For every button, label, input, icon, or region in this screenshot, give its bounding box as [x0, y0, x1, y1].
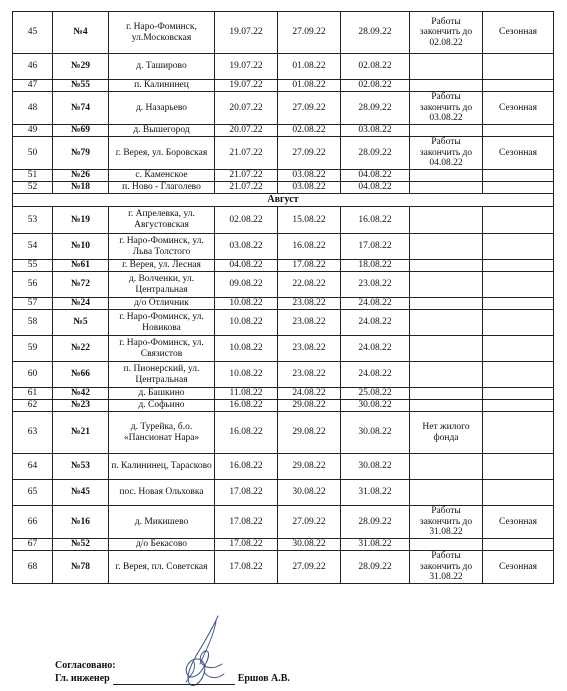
season-mark-cell: Сезонная — [483, 506, 554, 539]
signatory-name: Ершов А.В. — [237, 673, 290, 684]
address-cell: г. Верея, ул. Боровская — [109, 137, 215, 170]
start-date-cell: 10.08.22 — [215, 336, 278, 362]
start-date-cell: 09.08.22 — [215, 272, 278, 298]
season-mark-cell — [483, 412, 554, 454]
end-date-cell: 02.08.22 — [341, 80, 410, 92]
second-date-cell: 01.08.22 — [278, 54, 341, 80]
month-label: Август — [13, 194, 554, 207]
second-date-cell: 27.09.22 — [278, 506, 341, 539]
start-date-cell: 16.08.22 — [215, 412, 278, 454]
address-cell: пос. Новая Ольховка — [109, 480, 215, 506]
season-mark-cell — [483, 336, 554, 362]
start-date-cell: 02.08.22 — [215, 207, 278, 234]
object-number-cell: №55 — [53, 80, 109, 92]
address-cell: г. Наро-Фоминск, ул.Московская — [109, 12, 215, 54]
row-number-cell: 55 — [13, 260, 53, 272]
note-cell — [410, 539, 483, 551]
season-mark-cell — [483, 272, 554, 298]
row-number-cell: 63 — [13, 412, 53, 454]
object-number-cell: №23 — [53, 400, 109, 412]
object-number-cell: №5 — [53, 310, 109, 336]
end-date-cell: 24.08.22 — [341, 310, 410, 336]
end-date-cell: 31.08.22 — [341, 480, 410, 506]
table-row — [13, 388, 554, 400]
end-date-cell: 04.08.22 — [341, 182, 410, 194]
row-number-cell: 58 — [13, 310, 53, 336]
address-cell: г. Наро-Фоминск, ул. Льва Толстого — [109, 234, 215, 260]
address-cell: п. Калининец — [109, 80, 215, 92]
start-date-cell: 03.08.22 — [215, 234, 278, 260]
second-date-cell: 23.08.22 — [278, 310, 341, 336]
address-cell: д. Микишево — [109, 506, 215, 539]
address-cell: д. Назарьево — [109, 92, 215, 125]
end-date-cell: 03.08.22 — [341, 125, 410, 137]
object-number-cell: №42 — [53, 388, 109, 400]
second-date-cell: 29.08.22 — [278, 412, 341, 454]
second-date-cell: 03.08.22 — [278, 170, 341, 182]
rows-before-month — [13, 12, 554, 194]
object-number-cell: №29 — [53, 54, 109, 80]
end-date-cell: 24.08.22 — [341, 362, 410, 388]
table-row — [13, 272, 554, 298]
note-cell — [410, 272, 483, 298]
address-cell: д/о Бекасово — [109, 539, 215, 551]
start-date-cell: 19.07.22 — [215, 80, 278, 92]
table-row — [13, 454, 554, 480]
end-date-cell: 24.08.22 — [341, 298, 410, 310]
start-date-cell: 19.07.22 — [215, 12, 278, 54]
note-cell — [410, 298, 483, 310]
second-date-cell: 15.08.22 — [278, 207, 341, 234]
address-cell: с. Каменское — [109, 170, 215, 182]
object-number-cell: №4 — [53, 12, 109, 54]
address-cell: п. Ново - Глаголево — [109, 182, 215, 194]
table-row — [13, 506, 554, 539]
address-cell: д. Волченки, ул. Центральная — [109, 272, 215, 298]
object-number-cell: №72 — [53, 272, 109, 298]
end-date-cell: 30.08.22 — [341, 400, 410, 412]
note-cell — [410, 182, 483, 194]
start-date-cell: 17.08.22 — [215, 480, 278, 506]
start-date-cell: 16.08.22 — [215, 454, 278, 480]
note-cell — [410, 336, 483, 362]
address-cell: д/о Отличник — [109, 298, 215, 310]
second-date-cell: 22.08.22 — [278, 272, 341, 298]
note-cell: Работы закончить до 02.08.22 — [410, 12, 483, 54]
start-date-cell: 17.08.22 — [215, 539, 278, 551]
season-mark-cell — [483, 298, 554, 310]
second-date-cell: 29.08.22 — [278, 454, 341, 480]
object-number-cell: №24 — [53, 298, 109, 310]
start-date-cell: 17.08.22 — [215, 551, 278, 584]
season-mark-cell — [483, 310, 554, 336]
season-mark-cell — [483, 539, 554, 551]
note-cell: Работы закончить до 04.08.22 — [410, 137, 483, 170]
address-cell: г. Наро-Фоминск, ул. Связистов — [109, 336, 215, 362]
second-date-cell: 02.08.22 — [278, 125, 341, 137]
row-number-cell: 54 — [13, 234, 53, 260]
note-cell — [410, 480, 483, 506]
table-row — [13, 234, 554, 260]
table-row — [13, 400, 554, 412]
address-cell: д. Турейка, б.о. «Пансионат Нара» — [109, 412, 215, 454]
start-date-cell: 10.08.22 — [215, 298, 278, 310]
row-number-cell: 48 — [13, 92, 53, 125]
rows-after-month — [13, 207, 554, 584]
row-number-cell: 62 — [13, 400, 53, 412]
object-number-cell: №21 — [53, 412, 109, 454]
note-cell — [410, 125, 483, 137]
season-mark-cell — [483, 362, 554, 388]
second-date-cell: 17.08.22 — [278, 260, 341, 272]
note-cell — [410, 170, 483, 182]
note-cell — [410, 400, 483, 412]
table-row — [13, 12, 554, 54]
object-number-cell: №19 — [53, 207, 109, 234]
season-mark-cell — [483, 480, 554, 506]
second-date-cell: 01.08.22 — [278, 80, 341, 92]
table-row — [13, 182, 554, 194]
note-cell — [410, 362, 483, 388]
start-date-cell: 17.08.22 — [215, 506, 278, 539]
end-date-cell: 23.08.22 — [341, 272, 410, 298]
season-mark-cell — [483, 388, 554, 400]
address-cell: п. Пионерский, ул. Центральная — [109, 362, 215, 388]
season-mark-cell — [483, 454, 554, 480]
start-date-cell: 11.08.22 — [215, 388, 278, 400]
end-date-cell: 17.08.22 — [341, 234, 410, 260]
season-mark-cell — [483, 80, 554, 92]
row-number-cell: 59 — [13, 336, 53, 362]
end-date-cell: 28.09.22 — [341, 137, 410, 170]
note-cell — [410, 80, 483, 92]
second-date-cell: 29.08.22 — [278, 400, 341, 412]
row-number-cell: 53 — [13, 207, 53, 234]
end-date-cell: 28.09.22 — [341, 506, 410, 539]
second-date-cell: 27.09.22 — [278, 137, 341, 170]
row-number-cell: 47 — [13, 80, 53, 92]
table-row — [13, 539, 554, 551]
table-row — [13, 207, 554, 234]
second-date-cell: 27.09.22 — [278, 551, 341, 584]
table-row — [13, 54, 554, 80]
second-date-cell: 27.09.22 — [278, 92, 341, 125]
table-row — [13, 310, 554, 336]
note-cell: Работы закончить до 31.08.22 — [410, 506, 483, 539]
row-number-cell: 51 — [13, 170, 53, 182]
season-mark-cell — [483, 125, 554, 137]
second-date-cell: 23.08.22 — [278, 336, 341, 362]
row-number-cell: 66 — [13, 506, 53, 539]
season-mark-cell: Сезонная — [483, 92, 554, 125]
second-date-cell: 03.08.22 — [278, 182, 341, 194]
object-number-cell: №78 — [53, 551, 109, 584]
second-date-cell: 16.08.22 — [278, 234, 341, 260]
start-date-cell: 20.07.22 — [215, 92, 278, 125]
row-number-cell: 50 — [13, 137, 53, 170]
second-date-cell: 23.08.22 — [278, 362, 341, 388]
note-cell — [410, 207, 483, 234]
start-date-cell: 20.07.22 — [215, 125, 278, 137]
start-date-cell: 21.07.22 — [215, 170, 278, 182]
address-cell: г. Верея, ул. Лесная — [109, 260, 215, 272]
season-mark-cell: Сезонная — [483, 137, 554, 170]
object-number-cell: №66 — [53, 362, 109, 388]
second-date-cell: 30.08.22 — [278, 539, 341, 551]
note-cell: Нет жилого фонда — [410, 412, 483, 454]
note-cell — [410, 388, 483, 400]
address-cell: п. Калининец, Тарасково — [109, 454, 215, 480]
note-cell: Работы закончить до 31.08.22 — [410, 551, 483, 584]
start-date-cell: 19.07.22 — [215, 54, 278, 80]
object-number-cell: №10 — [53, 234, 109, 260]
month-row — [13, 194, 554, 207]
table-row — [13, 480, 554, 506]
second-date-cell: 24.08.22 — [278, 388, 341, 400]
address-cell: д. Таширово — [109, 54, 215, 80]
end-date-cell: 04.08.22 — [341, 170, 410, 182]
table-row — [13, 170, 554, 182]
end-date-cell: 30.08.22 — [341, 454, 410, 480]
object-number-cell: №16 — [53, 506, 109, 539]
season-mark-cell — [483, 54, 554, 80]
row-number-cell: 60 — [13, 362, 53, 388]
season-mark-cell — [483, 170, 554, 182]
season-mark-cell: Сезонная — [483, 551, 554, 584]
table-row — [13, 551, 554, 584]
signature-line — [55, 672, 290, 685]
end-date-cell: 25.08.22 — [341, 388, 410, 400]
object-number-cell: №61 — [53, 260, 109, 272]
second-date-cell: 30.08.22 — [278, 480, 341, 506]
end-date-cell: 02.08.22 — [341, 54, 410, 80]
row-number-cell: 64 — [13, 454, 53, 480]
month-section — [13, 194, 554, 207]
row-number-cell: 45 — [13, 12, 53, 54]
table-row — [13, 92, 554, 125]
address-cell: г. Наро-Фоминск, ул. Новикова — [109, 310, 215, 336]
end-date-cell: 16.08.22 — [341, 207, 410, 234]
row-number-cell: 56 — [13, 272, 53, 298]
start-date-cell: 21.07.22 — [215, 137, 278, 170]
season-mark-cell: Сезонная — [483, 12, 554, 54]
table-row — [13, 362, 554, 388]
table-row — [13, 412, 554, 454]
address-cell: д. Софьино — [109, 400, 215, 412]
start-date-cell: 10.08.22 — [215, 362, 278, 388]
note-cell — [410, 260, 483, 272]
row-number-cell: 46 — [13, 54, 53, 80]
object-number-cell: №69 — [53, 125, 109, 137]
note-cell — [410, 310, 483, 336]
end-date-cell: 18.08.22 — [341, 260, 410, 272]
note-cell — [410, 454, 483, 480]
season-mark-cell — [483, 234, 554, 260]
table-row — [13, 260, 554, 272]
end-date-cell: 30.08.22 — [341, 412, 410, 454]
row-number-cell: 52 — [13, 182, 53, 194]
table-row — [13, 298, 554, 310]
start-date-cell: 21.07.22 — [215, 182, 278, 194]
object-number-cell: №79 — [53, 137, 109, 170]
schedule-table — [12, 11, 554, 584]
start-date-cell: 10.08.22 — [215, 310, 278, 336]
address-cell: г. Верея, пл. Советская — [109, 551, 215, 584]
position-label: Гл. инженер — [55, 673, 110, 684]
second-date-cell: 23.08.22 — [278, 298, 341, 310]
second-date-cell: 27.09.22 — [278, 12, 341, 54]
row-number-cell: 49 — [13, 125, 53, 137]
row-number-cell: 57 — [13, 298, 53, 310]
start-date-cell: 04.08.22 — [215, 260, 278, 272]
end-date-cell: 28.09.22 — [341, 92, 410, 125]
table-row — [13, 137, 554, 170]
object-number-cell: №52 — [53, 539, 109, 551]
address-cell: д. Башкино — [109, 388, 215, 400]
table-row — [13, 336, 554, 362]
row-number-cell: 67 — [13, 539, 53, 551]
table-row — [13, 80, 554, 92]
start-date-cell: 16.08.22 — [215, 400, 278, 412]
note-cell: Работы закончить до 03.08.22 — [410, 92, 483, 125]
object-number-cell: №74 — [53, 92, 109, 125]
row-number-cell: 65 — [13, 480, 53, 506]
end-date-cell: 31.08.22 — [341, 539, 410, 551]
address-cell: д. Вышегород — [109, 125, 215, 137]
note-cell — [410, 54, 483, 80]
address-cell: г. Апрелевка, ул. Августовская — [109, 207, 215, 234]
season-mark-cell — [483, 400, 554, 412]
end-date-cell: 28.09.22 — [341, 12, 410, 54]
season-mark-cell — [483, 207, 554, 234]
season-mark-cell — [483, 182, 554, 194]
end-date-cell: 28.09.22 — [341, 551, 410, 584]
object-number-cell: №53 — [53, 454, 109, 480]
agreed-label: Согласовано: — [55, 660, 116, 671]
note-cell — [410, 234, 483, 260]
approval-block — [55, 659, 290, 685]
object-number-cell: №22 — [53, 336, 109, 362]
table-row — [13, 125, 554, 137]
object-number-cell: №45 — [53, 480, 109, 506]
object-number-cell: №26 — [53, 170, 109, 182]
end-date-cell: 24.08.22 — [341, 336, 410, 362]
signature-underline — [113, 684, 235, 685]
row-number-cell: 61 — [13, 388, 53, 400]
object-number-cell: №18 — [53, 182, 109, 194]
row-number-cell: 68 — [13, 551, 53, 584]
season-mark-cell — [483, 260, 554, 272]
